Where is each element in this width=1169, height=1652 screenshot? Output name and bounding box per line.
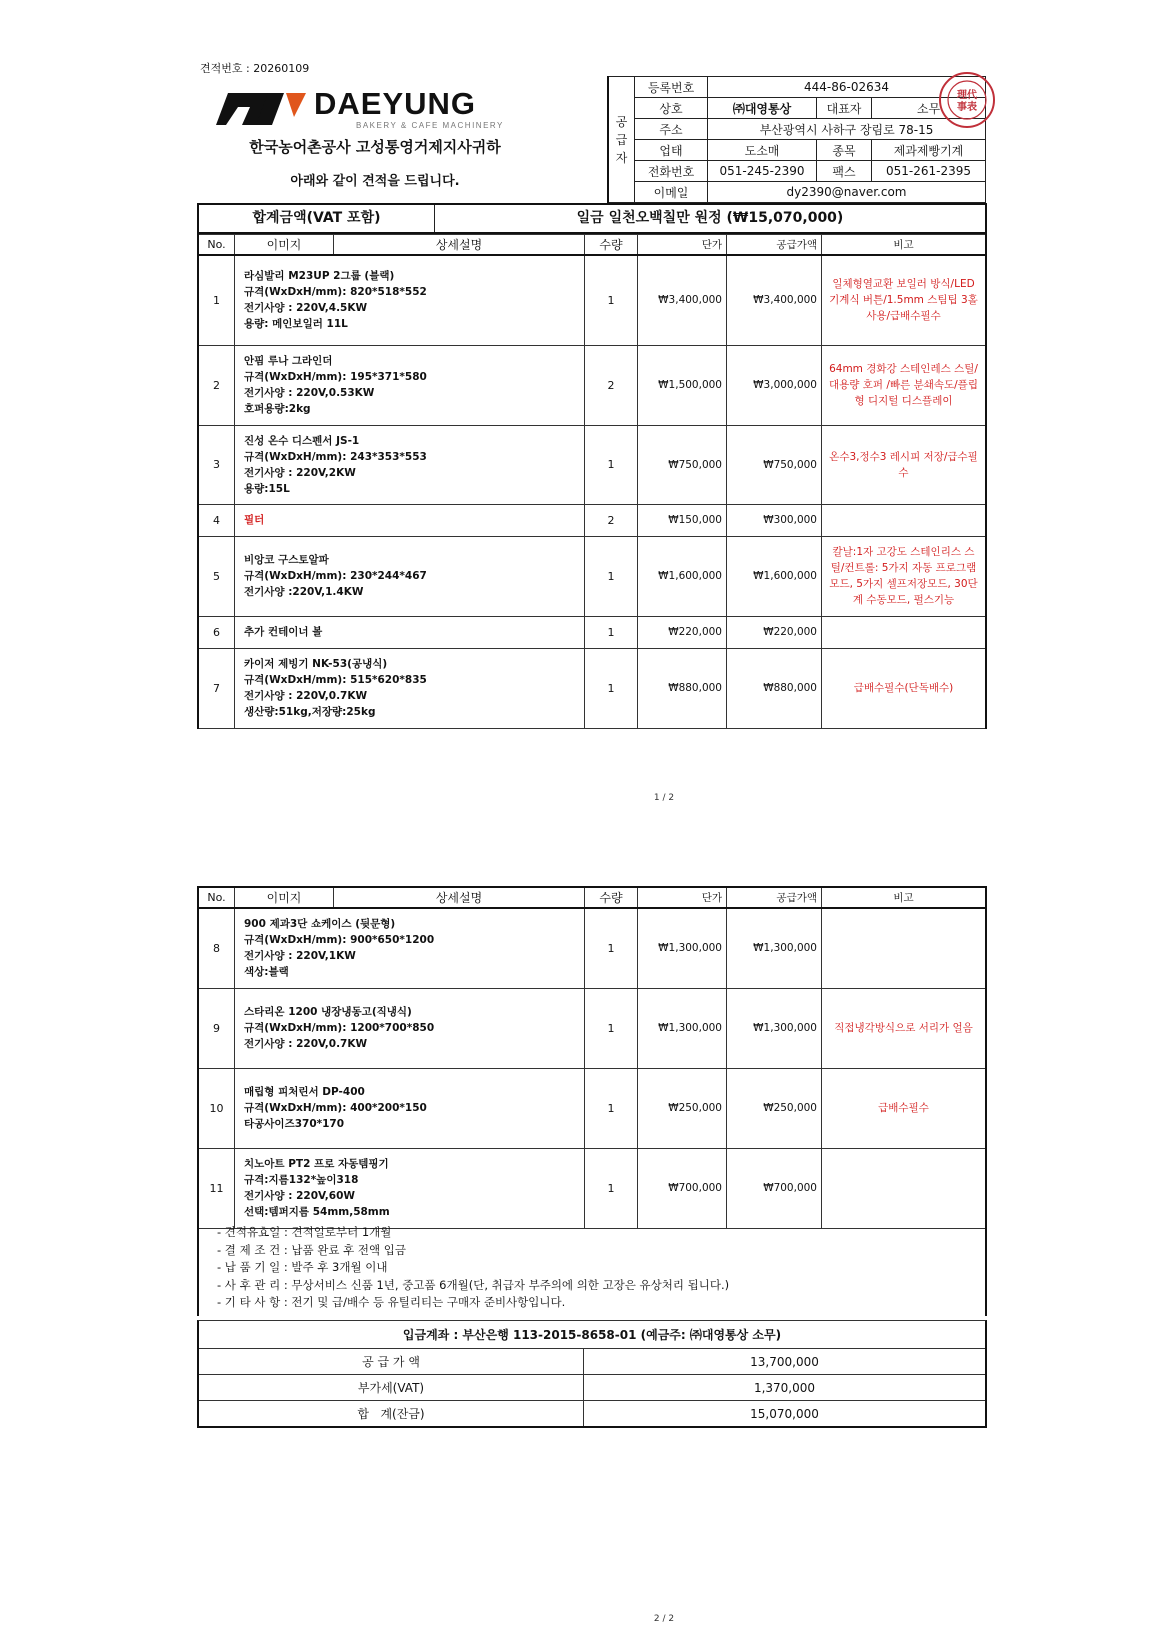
item-row: [198, 536, 986, 616]
col-description: 상세설명: [334, 887, 585, 908]
totals-table: [197, 1348, 987, 1428]
item-supply-price: ₩750,000: [727, 425, 822, 504]
item-description-line: 전기사양 : 220V,60W: [244, 1190, 355, 1202]
term-misc: - 기 타 사 항 : 전기 및 급/배수 등 유틸리티는 구매자 준비사항입니다.: [217, 1295, 566, 1309]
item-qty: 1: [585, 1148, 638, 1228]
item-description-line: 선택:템퍼지름 54mm,58mm: [244, 1206, 390, 1218]
item-supply-price: ₩1,600,000: [727, 536, 822, 616]
item-qty: 1: [585, 988, 638, 1068]
item-row: [198, 988, 986, 1068]
quote-number: 견적번호 : 20260109: [200, 62, 310, 75]
item-description-line: 전기사양 : 220V,0.7KW: [244, 1038, 368, 1050]
item-description: [235, 504, 585, 536]
greeting-text: 아래와 같이 견적을 드립니다.: [290, 174, 460, 189]
item-description-line: 용량: 메인보일러 11L: [244, 318, 348, 331]
item-description-line: 필터: [244, 514, 265, 526]
item-description-line: 규격(WxDxH/mm): 1200*700*850: [244, 1022, 435, 1034]
ceo-label: 대표자: [817, 98, 872, 119]
item-description-line: 규격(WxDxH/mm): 900*650*1200: [244, 934, 435, 947]
item-no: 1: [198, 255, 235, 345]
phone-value: 051-245-2390: [708, 161, 817, 182]
item-description-line: 규격(WxDxH/mm): 243*353*553: [244, 450, 427, 463]
total-label: 합계금액(VAT 포함): [199, 205, 435, 232]
item-description: [235, 616, 585, 648]
col-notes: 비고: [822, 887, 987, 908]
page-number-2: 2 / 2: [653, 1614, 675, 1624]
item-supply-price: ₩700,000: [727, 1148, 822, 1228]
business-label: 업태: [635, 140, 708, 161]
item-description: [235, 988, 585, 1068]
item-supply-price: ₩250,000: [727, 1068, 822, 1148]
item-note: 온수3,정수3 레시피 저장/급수필수: [822, 425, 987, 504]
item-description: [235, 345, 585, 425]
item-description: [235, 1148, 585, 1228]
company-name-value: ㈜대영통상: [708, 98, 817, 119]
item-no: 9: [198, 988, 235, 1068]
item-row: [198, 1148, 986, 1228]
supply-total-label: 공 급 가 액: [198, 1349, 584, 1375]
vat-label: 부가세(VAT): [198, 1375, 584, 1401]
item-unit-price: ₩750,000: [638, 425, 727, 504]
total-summary-row: [197, 203, 987, 234]
item-supply-price: ₩220,000: [727, 616, 822, 648]
item-no: 3: [198, 425, 235, 504]
item-supply-price: ₩1,300,000: [727, 988, 822, 1068]
col-unit-price: 단가: [638, 887, 727, 908]
item-row: [198, 616, 986, 648]
item-description: [235, 255, 585, 345]
item-description-line: 규격:지름132*높이318: [244, 1174, 359, 1186]
email-value: dy2390@naver.com: [708, 182, 986, 203]
item-description-line: 카이저 제빙기 NK-53(공냉식): [244, 658, 388, 670]
item-row: [198, 504, 986, 536]
item-unit-price: ₩1,300,000: [638, 908, 727, 988]
item-supply-price: ₩1,300,000: [727, 908, 822, 988]
item-description-line: 규격(WxDxH/mm): 820*518*552: [244, 286, 427, 299]
item-row: [198, 908, 986, 988]
item-description-line: 전기사양 :220V,1.4KW: [244, 586, 364, 598]
term-after-service: - 사 후 관 리 : 무상서비스 신품 1년, 중고품 6개월(단, 취급자 부주의에 의한 고장은 유상처리 됩니다.): [217, 1277, 730, 1292]
item-unit-price: ₩3,400,000: [638, 255, 727, 345]
item-description: [235, 536, 585, 616]
item-note: 64mm 경화강 스테인레스 스틸/대용량 호퍼 /빠른 분쇄속도/플립형 디지털 디스플레이: [822, 345, 987, 425]
item-row: [198, 255, 986, 345]
vat-value: 1,370,000: [584, 1375, 987, 1401]
category-value: 제과제빵기계: [872, 140, 986, 161]
grand-total-value: 15,070,000: [584, 1401, 987, 1428]
item-description: [235, 908, 585, 988]
item-supply-price: ₩3,000,000: [727, 345, 822, 425]
item-qty: 1: [585, 536, 638, 616]
item-description-line: 생산량:51kg,저장량:25kg: [244, 706, 376, 718]
col-qty: 수량: [585, 235, 638, 256]
col-image: 이미지: [235, 235, 334, 256]
phone-label: 전화번호: [635, 161, 708, 182]
col-qty: 수량: [585, 887, 638, 908]
category-label: 종목: [817, 140, 872, 161]
item-no: 8: [198, 908, 235, 988]
item-unit-price: ₩150,000: [638, 504, 727, 536]
item-description-line: 스타리온 1200 냉장냉동고(직냉식): [244, 1006, 412, 1018]
item-note: [822, 504, 987, 536]
item-description: [235, 648, 585, 728]
svg-text:事表: 事表: [957, 102, 977, 113]
item-unit-price: ₩880,000: [638, 648, 727, 728]
item-note: [822, 1148, 987, 1228]
item-supply-price: ₩3,400,000: [727, 255, 822, 345]
col-image: 이미지: [235, 887, 334, 908]
item-qty: 1: [585, 1068, 638, 1148]
logo-tagline: BAKERY & CAFE MACHINERY: [356, 121, 504, 130]
item-description-line: 규격(WxDxH/mm): 195*371*580: [244, 371, 427, 383]
item-qty: 1: [585, 255, 638, 345]
item-description-line: 안핌 루나 그라인더: [244, 355, 333, 367]
item-unit-price: ₩220,000: [638, 616, 727, 648]
item-note: 급배수필수: [822, 1068, 987, 1148]
address-label: 주소: [635, 119, 708, 140]
recipient-title: 한국농어촌공사 고성통영거제지사귀하: [249, 138, 501, 156]
term-payment: - 결 제 조 건 : 납품 완료 후 전액 입금: [217, 1242, 406, 1257]
item-description-line: 전기사양 : 220V,0.53KW: [244, 387, 375, 399]
item-description-line: 추가 컨테이너 볼: [244, 626, 323, 638]
col-no: No.: [198, 887, 235, 908]
item-qty: 1: [585, 616, 638, 648]
item-description-line: 용량:15L: [244, 482, 290, 495]
item-description-line: 라심발리 M23UP 2그룹 (블랙): [244, 270, 395, 283]
grand-total-label: 합 계(잔금): [198, 1401, 584, 1428]
item-description-line: 타공사이즈370*170: [244, 1118, 345, 1130]
item-description: [235, 1068, 585, 1148]
page-number-1: 1 / 2: [653, 793, 675, 803]
item-supply-price: ₩880,000: [727, 648, 822, 728]
item-unit-price: ₩1,500,000: [638, 345, 727, 425]
address-value: 부산광역시 사하구 장림로 78-15: [708, 119, 986, 140]
terms-list: [197, 1222, 987, 1316]
item-note: 급배수필수(단독배수): [822, 648, 987, 728]
item-description-line: 규격(WxDxH/mm): 230*244*467: [244, 570, 427, 582]
item-unit-price: ₩1,600,000: [638, 536, 727, 616]
reg-label: 등록번호: [635, 77, 708, 98]
ceo-value: 소무: [872, 98, 986, 119]
item-no: 7: [198, 648, 235, 728]
bank-account: 입금계좌 : 부산은행 113-2015-8658-01 (예금주: ㈜대영통상 소무): [197, 1320, 987, 1348]
supply-total-value: 13,700,000: [584, 1349, 987, 1375]
term-validity: - 견적유효일 : 견적일로부터 1개월: [217, 1225, 392, 1239]
item-qty: 2: [585, 504, 638, 536]
col-no: No.: [198, 235, 235, 256]
item-row: [198, 425, 986, 504]
item-note: 일체형열교환 보일러 방식/LED 기계식 버튼/1.5mm 스팀팁 3홀 사용/급배수필수: [822, 255, 987, 345]
item-qty: 1: [585, 908, 638, 988]
svg-text:理代: 理代: [957, 90, 977, 101]
item-description-line: 규격(WxDxH/mm): 515*620*835: [244, 674, 427, 686]
logo-wordmark: DAEYUNG: [314, 86, 477, 121]
col-description: 상세설명: [334, 235, 585, 256]
item-description-line: 900 제과3단 쇼케이스 (뒷문형): [244, 918, 396, 931]
item-description-line: 규격(WxDxH/mm): 400*200*150: [244, 1102, 427, 1114]
item-description-line: 비앙코 구스토알파: [244, 554, 329, 566]
item-no: 4: [198, 504, 235, 536]
item-supply-price: ₩300,000: [727, 504, 822, 536]
item-qty: 2: [585, 345, 638, 425]
supplier-table: [607, 76, 986, 203]
item-no: 2: [198, 345, 235, 425]
item-unit-price: ₩250,000: [638, 1068, 727, 1148]
fax-label: 팩스: [817, 161, 872, 182]
item-qty: 1: [585, 648, 638, 728]
item-description-line: 전기사양 : 220V,4.5KW: [244, 302, 368, 315]
item-description-line: 색상:블랙: [244, 966, 289, 979]
item-no: 6: [198, 616, 235, 648]
reg-value: 444-86-02634: [708, 77, 986, 98]
item-note: [822, 908, 987, 988]
item-no: 10: [198, 1068, 235, 1148]
item-unit-price: ₩700,000: [638, 1148, 727, 1228]
item-row: [198, 345, 986, 425]
col-notes: 비고: [822, 235, 987, 256]
company-name-label: 상호: [635, 98, 708, 119]
item-unit-price: ₩1,300,000: [638, 988, 727, 1068]
total-amount-words: 일금 일천오백칠만 원정 (₩15,070,000): [576, 210, 844, 226]
supplier-side-label: 공 급 자: [608, 77, 635, 203]
item-note: [822, 616, 987, 648]
col-supply-price: 공급가액: [727, 887, 822, 908]
fax-value: 051-261-2395: [872, 161, 986, 182]
item-description-line: 전기사양 : 220V,1KW: [244, 950, 356, 963]
col-unit-price: 단가: [638, 235, 727, 256]
item-no: 11: [198, 1148, 235, 1228]
item-note: 칼날:1자 고강도 스테인리스 스틸/컨트롤: 5가지 자동 프로그램모드, 5가지 셀프저장모드, 30단계 수동모드, 펄스기능: [822, 536, 987, 616]
items-table-page2: [197, 886, 987, 1229]
item-description: [235, 425, 585, 504]
item-note: 직접냉각방식으로 서리가 얼음: [822, 988, 987, 1068]
item-description-line: 전기사양 : 220V,0.7KW: [244, 690, 368, 702]
items-table-page1: [197, 234, 987, 729]
term-delivery: - 납 품 기 일 : 발주 후 3개월 이내: [217, 1260, 388, 1274]
item-description-line: 호퍼용량:2kg: [244, 403, 311, 415]
item-row: [198, 648, 986, 728]
item-qty: 1: [585, 425, 638, 504]
item-description-line: 매립형 피처린서 DP-400: [244, 1086, 365, 1098]
item-no: 5: [198, 536, 235, 616]
email-label: 이메일: [635, 182, 708, 203]
business-value: 도소매: [708, 140, 817, 161]
company-seal-stamp: [938, 71, 996, 129]
item-description-line: 치노아트 PT2 프로 자동템핑기: [244, 1158, 389, 1170]
item-description-line: 전기사양 : 220V,2KW: [244, 466, 356, 479]
item-description-line: 진성 온수 디스펜서 JS-1: [244, 434, 360, 447]
item-row: [198, 1068, 986, 1148]
col-supply-price: 공급가액: [727, 235, 822, 256]
